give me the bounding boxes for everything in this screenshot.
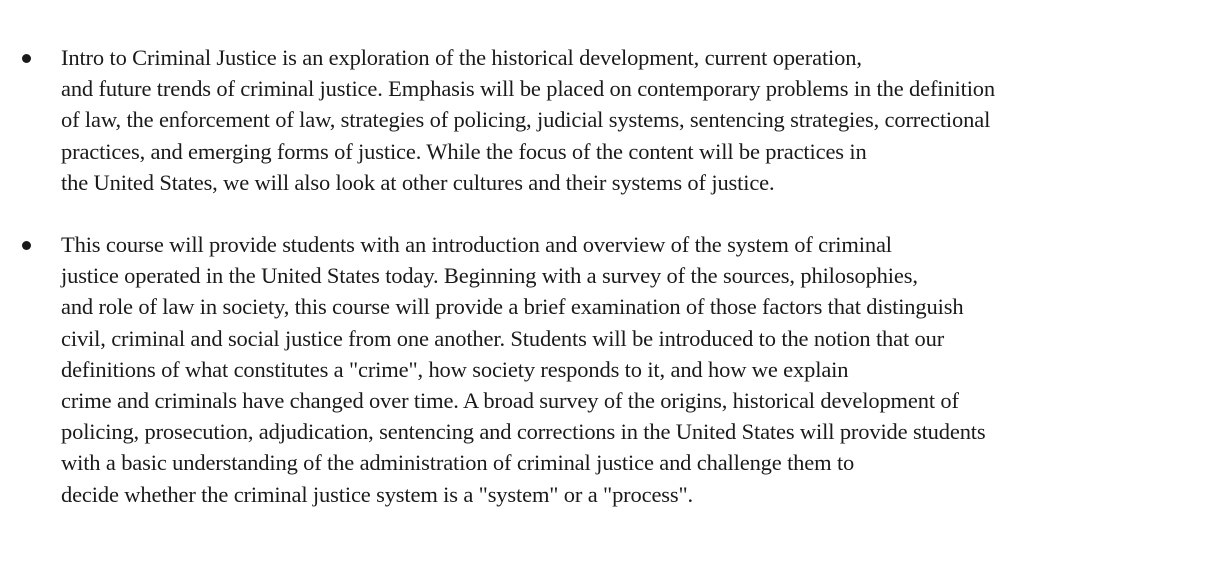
text-line: civil, criminal and social justice from one another. Students will be introduced to the notion that our xyxy=(61,325,945,351)
text-line: policing, prosecution, adjudication, sentencing and corrections in the United States will provide students xyxy=(61,419,986,445)
text-line: and role of law in society, this course will provide a brief examination of those factors that distinguish xyxy=(61,294,964,320)
text-line: justice operated in the United States today. Beginning with a survey of the sources, philosophies, xyxy=(61,263,918,289)
text-line: decide whether the criminal justice system is a "system" or a "process". xyxy=(61,481,694,507)
bullet-point-icon xyxy=(22,241,31,250)
text-line: with a basic understanding of the administration of criminal justice and challenge them to xyxy=(61,450,855,476)
text-line: practices, and emerging forms of justice. While the focus of the content will be practices in xyxy=(61,138,867,164)
text-line: of law, the enforcement of law, strategies of policing, judicial systems, sentencing strategies, correctional xyxy=(61,107,991,133)
text-line: This course will provide students with an introduction and overview of the system of criminal xyxy=(61,232,892,257)
text-line: the United States, we will also look at other cultures and their systems of justice. xyxy=(61,169,775,195)
text-line: crime and criminals have changed over time. A broad survey of the origins, historical development of xyxy=(61,387,959,413)
text-line: definitions of what constitutes a "crime", how society responds to it, and how we explain xyxy=(61,356,849,382)
text-line: Intro to Criminal Justice is an exploration of the historical development, current operation, xyxy=(61,45,862,70)
bullet-text xyxy=(61,229,986,510)
text-line: and future trends of criminal justice. Emphasis will be placed on contemporary problems in the definition xyxy=(61,76,995,102)
bullet-text xyxy=(61,42,995,198)
bullet-point-icon xyxy=(22,54,31,63)
